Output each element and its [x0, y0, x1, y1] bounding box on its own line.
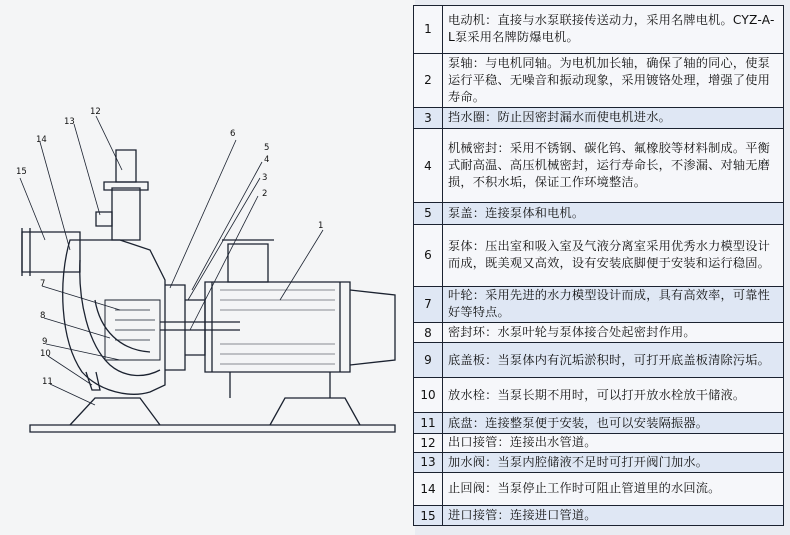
part-description: 底盘：连接整泵便于安装，也可以安装隔振器。 [448, 415, 709, 430]
part-number: 15 [414, 506, 443, 525]
parts-description-table [413, 5, 784, 526]
part-description: 底盖板：当泵体内有沉垢淤积时，可打开底盖板清除污垢。 [448, 352, 771, 367]
table-row [414, 286, 783, 322]
part-number: 13 [414, 453, 443, 472]
callout-12: 12 [90, 107, 101, 117]
part-number: 7 [414, 287, 443, 322]
part-description: 机械密封：采用不锈钢、碳化钨、氟橡胶等材料制成。平衡式耐高温、高压机械密封，运行寿命长，不渗漏、对轴无磨损，不积水垢，保证工作环境整洁。 [448, 141, 771, 190]
callout-4: 4 [264, 155, 270, 165]
table-row [414, 224, 783, 286]
part-description: 泵体：压出室和吸入室及气液分离室采用优秀水力模型设计而成，既美观又高效，设有安装底脚便于安装和运行稳固。 [448, 239, 771, 271]
table-row [414, 433, 783, 452]
table-row [414, 107, 783, 128]
part-number: 11 [414, 413, 443, 432]
part-number: 14 [414, 473, 443, 505]
part-number: 8 [414, 323, 443, 342]
part-description: 加水阀：当泵内腔储液不足时可打开阀门加水。 [448, 454, 709, 469]
part-number: 4 [414, 129, 443, 202]
table-row [414, 342, 783, 377]
callout-15: 15 [16, 167, 27, 177]
part-number: 10 [414, 378, 443, 412]
part-number: 1 [414, 6, 443, 53]
callout-8: 8 [40, 311, 46, 321]
part-description: 电动机：直接与水泵联接传送动力，采用名牌电机。CYZ-A-L泵采用名牌防爆电机。 [448, 13, 775, 45]
part-description: 进口接管：连接进口管道。 [448, 508, 597, 522]
callout-2: 2 [262, 189, 268, 199]
table-row [414, 505, 783, 525]
callout-7: 7 [40, 279, 46, 289]
part-number: 5 [414, 203, 443, 223]
table-row [414, 202, 783, 223]
part-description: 挡水圈：防止因密封漏水而使电机进水。 [448, 110, 671, 125]
part-description: 泵轴：与电机同轴。为电机加长轴，确保了轴的同心，使泵运行平稳、无噪音和振动现象，采用镀铬处理，增强了使用寿命。 [448, 55, 771, 104]
part-number: 2 [414, 54, 443, 107]
callout-13: 13 [64, 117, 75, 127]
part-number: 6 [414, 225, 443, 286]
part-description: 叶轮：采用先进的水力模型设计而成，具有高效率，可靠性好等特点。 [448, 288, 771, 320]
part-number: 3 [414, 108, 443, 128]
table-row [414, 322, 783, 342]
callout-14: 14 [36, 135, 47, 145]
callout-3: 3 [262, 173, 268, 183]
part-number: 9 [414, 343, 443, 377]
part-description: 放水栓：当泵长期不用时，可以打开放水栓放干储液。 [448, 387, 746, 402]
table-row [414, 377, 783, 412]
table-row [414, 6, 783, 53]
table-row [414, 452, 783, 472]
table-row [414, 53, 783, 107]
part-description: 泵盖：连接泵体和电机。 [448, 205, 585, 220]
callout-10: 10 [40, 349, 51, 359]
table-row [414, 412, 783, 432]
part-description: 出口接管：连接出水管道。 [448, 435, 597, 450]
part-number: 12 [414, 434, 443, 452]
callout-1: 1 [318, 221, 324, 231]
callout-9: 9 [42, 337, 48, 347]
callout-11: 11 [42, 377, 53, 387]
callout-5: 5 [264, 143, 270, 153]
callout-6: 6 [230, 129, 236, 139]
part-description: 密封环：水泵叶轮与泵体接合处起密封作用。 [448, 325, 696, 340]
table-row [414, 128, 783, 202]
part-description: 止回阀：当泵停止工作时可阻止管道里的水回流。 [448, 481, 721, 496]
table-row [414, 472, 783, 505]
